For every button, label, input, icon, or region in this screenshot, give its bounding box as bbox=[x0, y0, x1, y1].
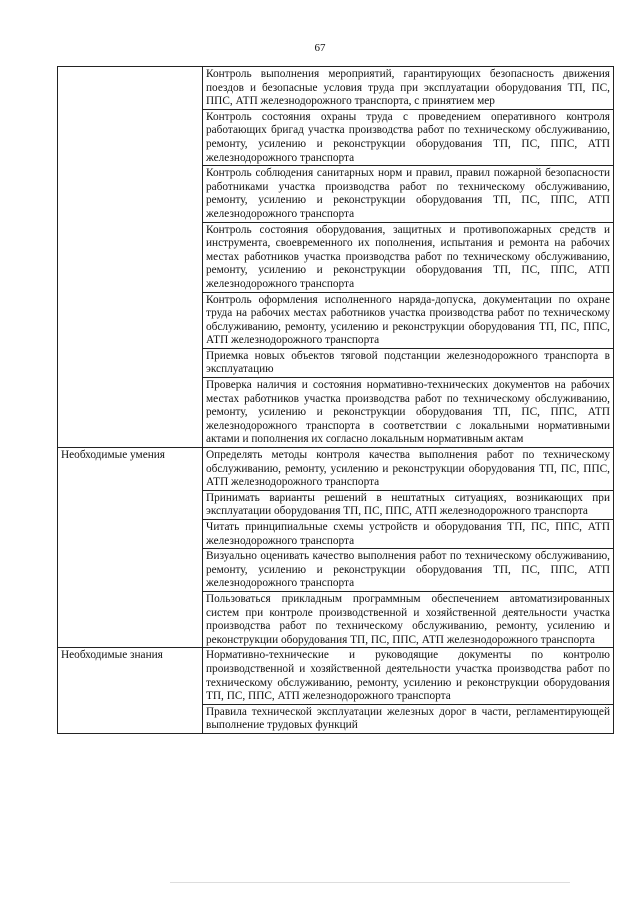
requirement-text: Нормативно-технические и руководящие документы по контролю производственной и хозяйственной деятельности участка производства работ по техническому обслуживанию, ремонту, усилению и реконструкции оборудования ТП, ПС, ППС, АТП железнодорожного транспорта bbox=[203, 648, 614, 704]
row-label bbox=[58, 67, 203, 448]
requirement-text: Принимать варианты решений в нештатных ситуациях, возникающих при эксплуатации оборудования ТП, ПС, ППС, АТП железнодорожного транспорта bbox=[203, 490, 614, 519]
requirement-text: Определять методы контроля качества выполнения работ по техническому обслуживанию, ремонту, усилению и реконструкции оборудования ТП, ПС, ППС, АТП железнодорожного транспорта bbox=[203, 448, 614, 491]
requirement-text: Проверка наличия и состояния нормативно-технических документов на рабочих местах работников участка производства работ по техническому обслуживанию, ремонту, усилению и реконструкции оборудования ТП, ПС, ППС, АТП железнодорожного транспорта в соответствии с локальными нормативными актами и пополнения их согласно локальным нормативным актам bbox=[203, 378, 614, 448]
scan-edge-line bbox=[170, 882, 570, 883]
requirement-text: Контроль состояния охраны труда с проведением оперативного контроля работающих бригад участка производства работ по техническому обслуживанию, ремонту, усилению и реконструкции оборудования ТП, ПС, ППС, АТП железнодорожного транспорта bbox=[203, 109, 614, 165]
requirement-text: Визуально оценивать качество выполнения работ по техническому обслуживанию, ремонту, усилению и реконструкции оборудования ТП, ПС, ППС, АТП железнодорожного транспорта bbox=[203, 549, 614, 592]
requirement-text: Приемка новых объектов тяговой подстанции железнодорожного транспорта в эксплуатацию bbox=[203, 348, 614, 377]
requirement-text: Пользоваться прикладным программным обеспечением автоматизированных систем при контроле производственной и хозяйственной деятельности участка производства работ по техническому обслуживанию, ремонту, усилению и реконструкции оборудования ТП, ПС, ППС, АТП железнодорожного транспорта bbox=[203, 591, 614, 647]
table-row bbox=[58, 67, 614, 110]
table-row bbox=[58, 648, 614, 704]
requirement-text: Читать принципиальные схемы устройств и оборудования ТП, ПС, ППС, АТП железнодорожного транспорта bbox=[203, 520, 614, 549]
requirement-text: Правила технической эксплуатации железных дорог в части, регламентирующей выполнение трудовых функций bbox=[203, 704, 614, 733]
table-body bbox=[58, 67, 614, 734]
requirement-text: Контроль оформления исполненного наряда-допуска, документации по охране труда на рабочих местах работников участка производства работ по техническому обслуживанию, ремонту, усилению и реконструкции оборудования ТП, ПС, ППС, АТП железнодорожного транспорта bbox=[203, 292, 614, 348]
requirements-table bbox=[57, 66, 614, 734]
requirement-text: Контроль соблюдения санитарных норм и правил, правил пожарной безопасности работниками участка производства работ по техническому обслуживанию, ремонту, усилению и реконструкции оборудования ТП, ПС, ППС, АТП железнодорожного транспорта bbox=[203, 166, 614, 222]
row-label: Необходимые знания bbox=[58, 648, 203, 734]
page-number: 67 bbox=[314, 42, 326, 54]
requirement-text: Контроль выполнения мероприятий, гарантирующих безопасность движения поездов и безопасные условия труда при эксплуатации оборудования ТП, ПС, ППС, АТП железнодорожного транспорта, с принятием мер bbox=[203, 67, 614, 110]
row-label: Необходимые умения bbox=[58, 448, 203, 648]
requirement-text: Контроль состояния оборудования, защитных и противопожарных средств и инструмента, своевременного их пополнения, испытания и ремонта на рабочих местах работников участка производства работ по техническому обслуживанию, ремонту, усилению и реконструкции оборудования ТП, ПС, ППС, АТП железнодорожного транспорта bbox=[203, 222, 614, 292]
table-row bbox=[58, 448, 614, 491]
